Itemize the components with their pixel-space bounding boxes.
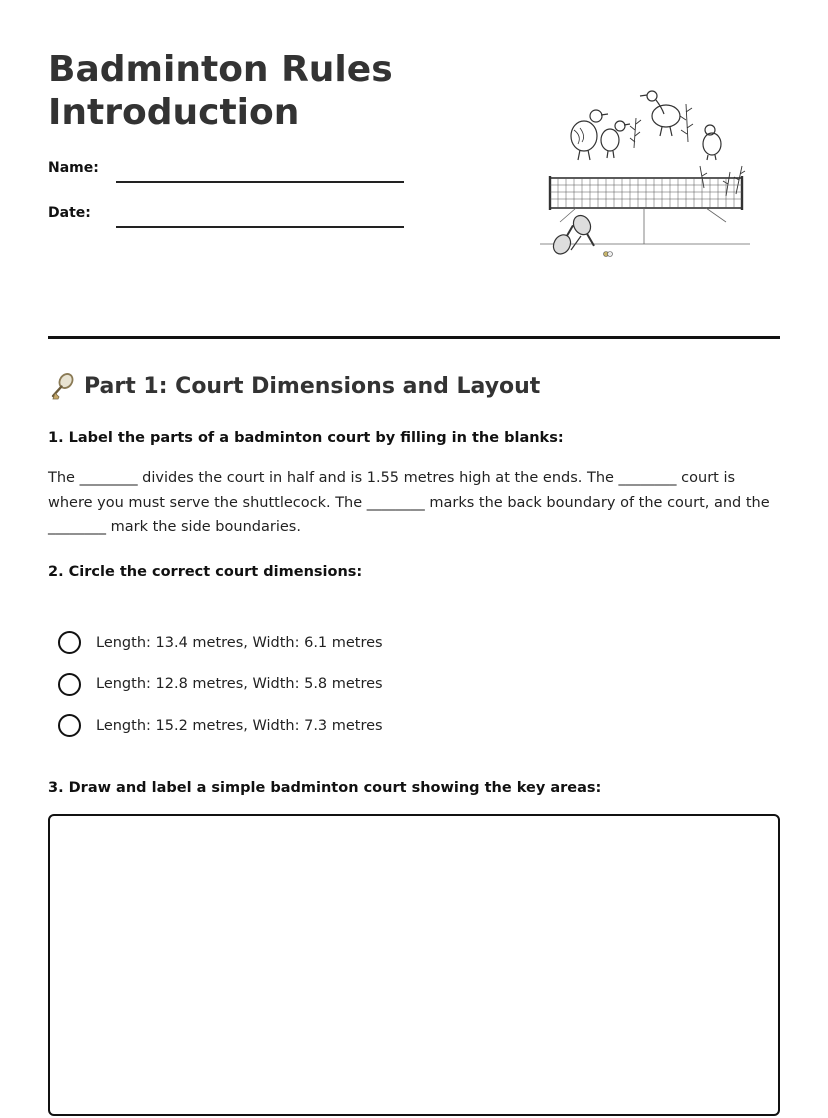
badminton-birds-net-illustration — [536, 84, 756, 266]
part1-heading — [48, 372, 540, 400]
section-divider — [48, 336, 780, 339]
part1-heading-text: Part 1: Court Dimensions and Layout — [84, 373, 541, 399]
bird-icon — [703, 125, 721, 160]
plant-icon — [630, 104, 745, 196]
option-label: Length: 15.2 metres, Width: 7.3 metres — [96, 717, 383, 734]
title-line-2: Introduction — [48, 92, 300, 133]
radio-circle-icon[interactable] — [58, 714, 81, 737]
bird-icon — [601, 121, 630, 158]
name-label: Name: — [48, 160, 99, 176]
question-1-prompt: 1. Label the parts of a badminton court by filling in the blanks: — [48, 430, 564, 446]
option-label: Length: 13.4 metres, Width: 6.1 metres — [96, 634, 383, 651]
badminton-racket-icon — [48, 372, 76, 400]
date-label: Date: — [48, 205, 91, 221]
badminton-racket-pair-icon — [550, 212, 601, 257]
page-title — [48, 48, 488, 134]
title-line-1: Badminton Rules — [48, 49, 393, 90]
name-field[interactable] — [48, 160, 408, 190]
drawing-area[interactable] — [48, 814, 780, 1116]
dimension-option[interactable] — [58, 664, 383, 706]
dimension-option[interactable] — [58, 622, 383, 664]
bird-icon — [640, 91, 680, 136]
date-field[interactable] — [48, 205, 408, 235]
name-line[interactable] — [116, 181, 404, 183]
option-label: Length: 12.8 metres, Width: 5.8 metres — [96, 676, 383, 693]
radio-circle-icon[interactable] — [58, 673, 81, 696]
question-2-options — [58, 622, 383, 747]
shuttlecock-icon — [604, 252, 613, 257]
date-line[interactable] — [116, 226, 404, 228]
dimension-option[interactable] — [58, 705, 383, 747]
question-1-fill-in-text: The ________ divides the court in half and is 1.55 metres high at the ends. The ________ court is where you must serve the shuttlecock. The ________ marks the back boundary of the court, and the ________ mark the side boundaries. — [48, 470, 770, 535]
question-3-prompt: 3. Draw and label a simple badminton court showing the key areas: — [48, 780, 602, 796]
question-2-prompt: 2. Circle the correct court dimensions: — [48, 564, 363, 580]
radio-circle-icon[interactable] — [58, 631, 81, 654]
